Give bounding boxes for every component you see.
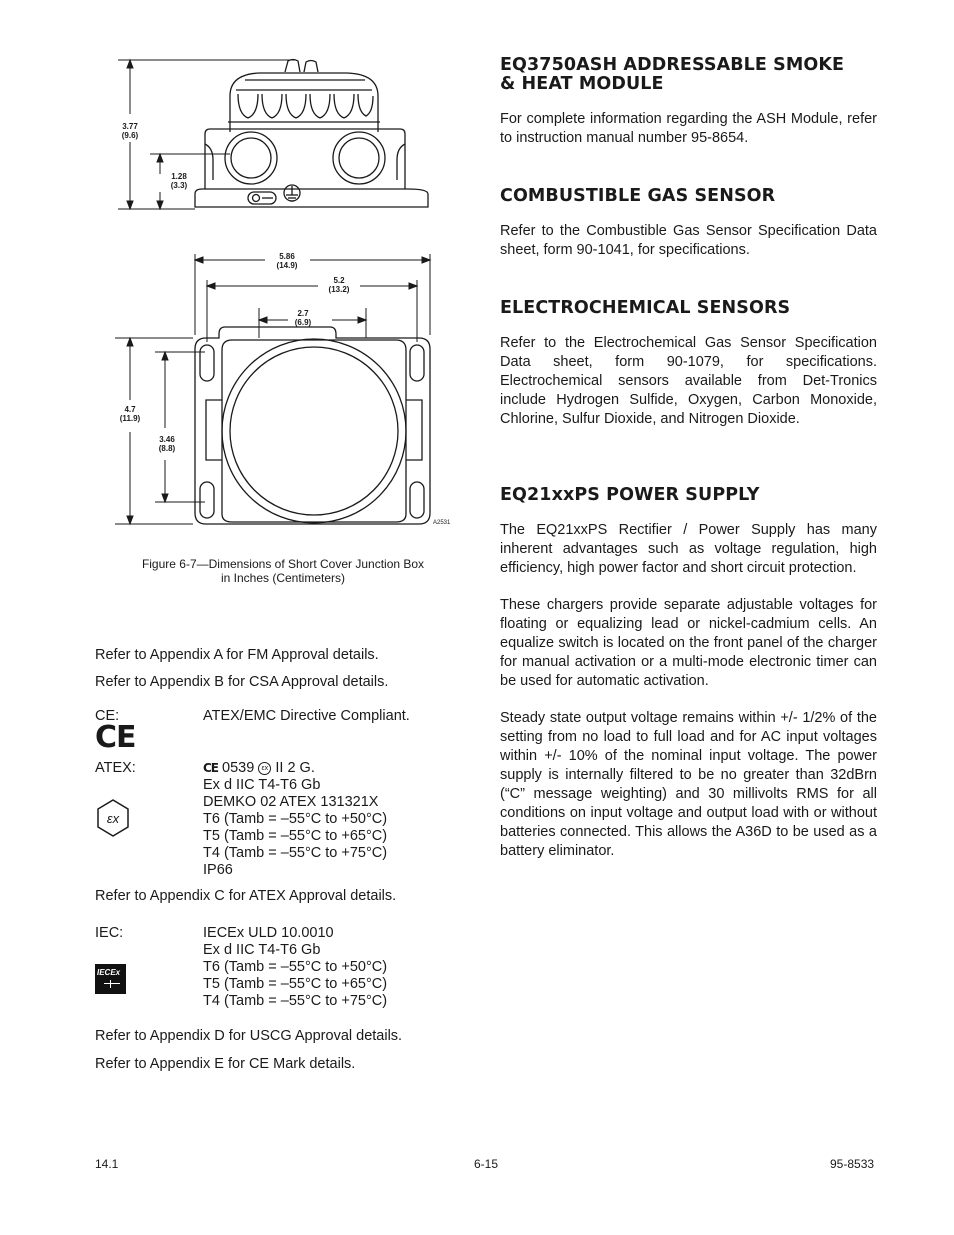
ex-hexagon-icon bbox=[95, 798, 131, 838]
footer-page-number: 6-15 bbox=[474, 1157, 499, 1171]
dim-inner-width: 2.7 (6.9) bbox=[294, 309, 312, 327]
dim-mount-height: 3.46 (8.8) bbox=[158, 435, 176, 453]
iec-label: IEC: bbox=[95, 925, 124, 941]
atex-label: ATEX: bbox=[95, 760, 136, 776]
iec-details: IECEx ULD 10.0010 Ex d IIC T4-T6 Gb T6 (Tamb = –55°C to +50°C) T5 (Tamb = –55°C to +65°C) T4 (Tamb = –55°C to +75°C) bbox=[203, 925, 388, 1009]
footer-doc-number: 95-8533 bbox=[830, 1157, 875, 1171]
svg-text:εx: εx bbox=[106, 811, 120, 826]
ex-small-icon: εx bbox=[258, 762, 271, 775]
gas-title: COMBUSTIBLE GAS SENSOR bbox=[500, 186, 776, 206]
uscg-approval-ref: Refer to Appendix D for USCG Approval details. bbox=[95, 1028, 403, 1044]
drawing-id: A2531 bbox=[433, 520, 451, 526]
ce-value: ATEX/EMC Directive Compliant. bbox=[203, 708, 410, 724]
dim-overall-width: 5.86 (14.9) bbox=[276, 252, 298, 270]
ce-mark-logo: CE bbox=[95, 720, 136, 755]
ash-section bbox=[500, 56, 877, 148]
electro-section bbox=[500, 299, 877, 429]
power-section bbox=[500, 486, 877, 861]
dim-overall-height: 4.7 (11.9) bbox=[119, 405, 141, 423]
dim-mount-width: 5.2 (13.2) bbox=[328, 276, 350, 294]
atex-details: CE 0539 εx II 2 G. Ex d IIC T4-T6 Gb DEMKO 02 ATEX 131321X T6 (Tamb = –55°C to +50°C) T5 (Tamb = –55°C to +65°C) T4 (Tamb = –55°C to +75°C) IP66 bbox=[203, 760, 388, 878]
figure-caption: Figure 6-7—Dimensions of Short Cover Junction Box in Inches (Centimeters) bbox=[141, 557, 425, 585]
ce-small-icon: CE bbox=[203, 761, 219, 775]
power-para-1: The EQ21xxPS Rectifier / Power Supply has many inherent advantages such as voltage regulation, high efficiency, high power factor and short circuit protection. bbox=[500, 522, 877, 576]
dim-base-height-top: 1.28 (3.3) bbox=[170, 172, 188, 190]
dim-overall-height-top: 3.77 (9.6) bbox=[121, 122, 139, 140]
junction-box-top-view bbox=[110, 250, 450, 540]
ce-label: CE: bbox=[95, 708, 120, 724]
atex-line-1: CE 0539 εx II 2 G. bbox=[203, 760, 315, 776]
csa-approval-ref: Refer to Appendix B for CSA Approval details. bbox=[95, 674, 389, 690]
power-title: EQ21xxPS POWER SUPPLY bbox=[500, 485, 760, 505]
electro-title: ELECTROCHEMICAL SENSORS bbox=[500, 298, 791, 318]
power-para-3: Steady state output voltage remains within +/- 1/2% of the setting from no load to full load and for AC input voltages within +/- 10% of the nominal input voltage. The power supply is internally filtered to be no greater than 32dBrn (“C” message weighting) and 30 millivolts RMS for all conditions on input voltage and output load with or without batteries connected. This allows the A36D to be used as a battery eliminator. bbox=[500, 710, 877, 859]
ash-body: For complete information regarding the ASH Module, refer to instruction manual number 95-8654. bbox=[500, 111, 877, 146]
ash-title: EQ3750ASH ADDRESSABLE SMOKE & HEAT MODULE bbox=[500, 55, 845, 94]
power-para-2: These chargers provide separate adjustable voltages for floating or equalizing lead or nickel-cadmium cells. An equalize switch is located on the front panel of the charger for manual activation or a multi-mode electronic timer can be used for automatic activation. bbox=[500, 597, 877, 689]
gas-section bbox=[500, 187, 877, 260]
gas-body: Refer to the Combustible Gas Sensor Specification Data sheet, form 90-1041, for specifications. bbox=[500, 223, 877, 258]
electro-body: Refer to the Electrochemical Gas Sensor Specification Data sheet, form 90-1079, for specifications. Electrochemical sensors available from Det-Tronics include Hydrogen Sulfide, Oxygen, Carbon Monoxide, Chlorine, Sulfur Dioxide, and Nitrogen Dioxide. bbox=[500, 335, 877, 427]
footer-revision: 14.1 bbox=[95, 1157, 119, 1171]
ce-mark-ref: Refer to Appendix E for CE Mark details. bbox=[95, 1056, 356, 1072]
atex-approval-ref: Refer to Appendix C for ATEX Approval details. bbox=[95, 888, 397, 904]
junction-box-side-view bbox=[110, 52, 450, 222]
fm-approval-ref: Refer to Appendix A for FM Approval details. bbox=[95, 647, 379, 663]
iecex-logo: IECEx bbox=[95, 964, 126, 994]
